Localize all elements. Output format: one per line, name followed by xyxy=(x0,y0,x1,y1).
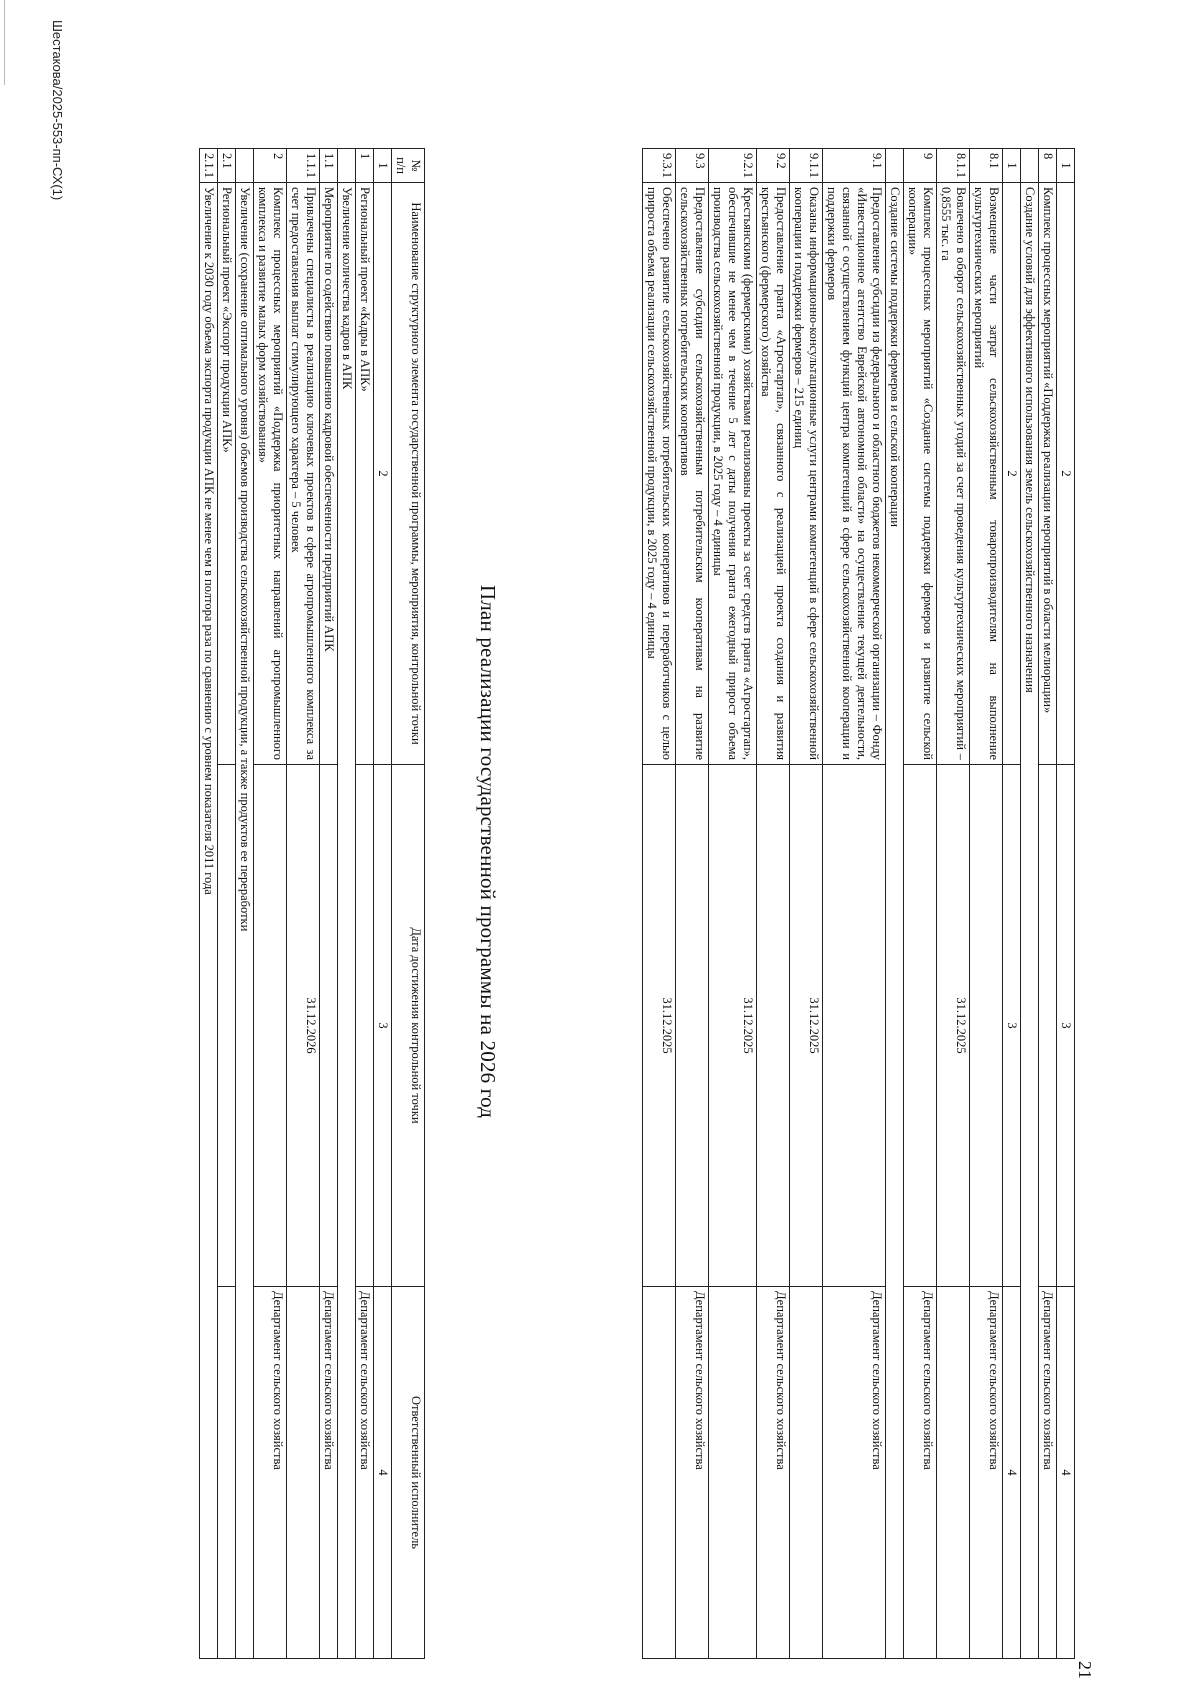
section-row xyxy=(200,149,218,1659)
row-number xyxy=(886,149,904,183)
column-number: 2 xyxy=(374,183,392,765)
table-row xyxy=(676,149,709,1659)
section-text: Увеличение к 2030 году объема экспорта продукции АПК не менее чем в полтора раза по сравнению с уровнем показателя 2011 года xyxy=(200,183,218,1659)
control-date xyxy=(356,765,374,1287)
header-row xyxy=(392,149,425,1659)
section-row xyxy=(1021,149,1039,1659)
column-number-row xyxy=(1057,149,1075,1659)
row-number: 2.1 xyxy=(218,149,236,183)
item-name: Привлечены специалисты в реализацию ключевых проектов в сфере агропромышленного комплекса за счет предоставления выплат стимулирующего характера – 5 человек xyxy=(287,183,320,765)
table-row xyxy=(709,149,757,1659)
table-row xyxy=(757,149,790,1659)
responsible-executor: Департамент сельского хозяйства xyxy=(757,1287,790,1659)
control-date: 31.12.2025 xyxy=(643,765,676,1287)
row-number xyxy=(236,149,254,183)
header-name: Наименование структурного элемента государственной программы, мероприятия, контрольной точки xyxy=(392,183,425,765)
table-body xyxy=(200,149,425,1659)
table-row xyxy=(320,149,338,1659)
item-name: Возмещение части затрат сельскохозяйственным товаропроизводителям на выполнение культуртехнических мероприятий xyxy=(970,183,1003,765)
responsible-executor: Департамент сельского хозяйства xyxy=(970,1287,1003,1659)
row-number: 9.3 xyxy=(676,149,709,183)
responsible-executor: Департамент сельского хозяйства xyxy=(904,1287,937,1659)
table-row xyxy=(790,149,823,1659)
column-number: 4 xyxy=(1057,1287,1075,1659)
table-row xyxy=(937,149,970,1659)
column-number: 3 xyxy=(374,765,392,1287)
row-number xyxy=(338,149,356,183)
control-date xyxy=(970,765,1003,1287)
responsible-executor xyxy=(937,1287,970,1659)
responsible-executor: Департамент сельского хозяйства xyxy=(823,1287,886,1659)
responsible-executor xyxy=(287,1287,320,1659)
row-number: 9.2 xyxy=(757,149,790,183)
section-row xyxy=(886,149,904,1659)
column-number: 4 xyxy=(1003,1287,1021,1659)
row-number: 9.2.1 xyxy=(709,149,757,183)
item-name: Вовлечено в оборот сельскохозяйственных угодий за счет проведения культуртехнических мероприятий – 0,8555 тыс. га xyxy=(937,183,970,765)
document-reference: Шестакова/2025-553-пп-СХ(1) xyxy=(50,20,65,201)
control-date: 31.12.2025 xyxy=(790,765,823,1287)
column-number: 1 xyxy=(1057,149,1075,183)
row-number: 9.1.1 xyxy=(790,149,823,183)
page-number: 21 xyxy=(1075,1661,1095,1679)
item-name: Крестьянскими (фермерскими) хозяйствами реализованы проекты за счет средств гранта «Агростартап», обеспечившие не менее чем в течение 5 лет с даты получения гранта ежегодный прирост объема производства сельскохозяйственной продукции, в 2025 году – 4 единицы xyxy=(709,183,757,765)
table-row xyxy=(356,149,374,1659)
row-number: 9.1 xyxy=(823,149,886,183)
row-number: 2 xyxy=(254,149,287,183)
table-row xyxy=(904,149,937,1659)
item-name: Обеспечено развитие сельскохозяйственных потребительских кооперативов и переработчиков с целью прироста объема реализации сельскохозяйственной продукции, в 2025 году – 4 единицы xyxy=(643,183,676,765)
table-row xyxy=(1039,149,1057,1659)
item-name: Региональный проект «Экспорт продукции АПК» xyxy=(218,183,236,765)
control-date: 31.12.2026 xyxy=(287,765,320,1287)
section-row xyxy=(338,149,356,1659)
control-date xyxy=(1039,765,1057,1287)
responsible-executor xyxy=(218,1287,236,1659)
header-number: № п/п xyxy=(392,149,425,183)
table-body xyxy=(643,149,1075,1659)
section-text: Создание системы поддержки фермеров и сельской кооперации xyxy=(886,183,904,1659)
row-number: 9 xyxy=(904,149,937,183)
row-number: 9.3.1 xyxy=(643,149,676,183)
item-name: Оказаны информационно-консультационные услуги центрами компетенций в сфере сельскохозяйственной кооперации и поддержки фермеров – 215 единиц xyxy=(790,183,823,765)
item-name: Предоставление субсидии из федерального и областного бюджетов некоммерческой организации – Фонду «Инвестиционное агентство Еврейской автономной области» на осуществление текущей деятельности, связанной с осуществлением функций центра компетенций в сфере сельскохозяйственной кооперации и поддержки фермеров xyxy=(823,183,886,765)
section-row xyxy=(236,149,254,1659)
column-number: 3 xyxy=(1003,765,1021,1287)
section-text: Увеличение количества кадров в АПК xyxy=(338,183,356,1659)
table-plan-2026 xyxy=(199,148,425,1659)
item-name: Комплекс процессных мероприятий «Создание системы поддержки фермеров и развитие сельской кооперации» xyxy=(904,183,937,765)
control-date xyxy=(757,765,790,1287)
table-row xyxy=(643,149,676,1659)
row-number: 1.1 xyxy=(320,149,338,183)
responsible-executor: Департамент сельского хозяйства xyxy=(356,1287,374,1659)
column-number: 4 xyxy=(374,1287,392,1659)
control-date xyxy=(823,765,886,1287)
item-name: Комплекс процессных мероприятий «Поддержка приоритетных направлений агропромышленного комплекса и развитие малых форм хозяйствования» xyxy=(254,183,287,765)
control-date: 31.12.2025 xyxy=(709,765,757,1287)
responsible-executor: Департамент сельского хозяйства xyxy=(254,1287,287,1659)
responsible-executor: Департамент сельского хозяйства xyxy=(676,1287,709,1659)
header-date: Дата достижения контрольной точки xyxy=(392,765,425,1287)
row-number: 1.1.1 xyxy=(287,149,320,183)
control-date xyxy=(218,765,236,1287)
section-text: Создание условий для эффективного использования земель сельскохозяйственного назначения xyxy=(1021,183,1039,1659)
column-number: 2 xyxy=(1057,183,1075,765)
item-name: Мероприятие по содействию повышению кадровой обеспеченности предприятий АПК xyxy=(320,183,338,765)
table-row xyxy=(218,149,236,1659)
row-number: 8.1.1 xyxy=(937,149,970,183)
table-row xyxy=(970,149,1003,1659)
scan-edge-line xyxy=(4,0,5,85)
column-number: 1 xyxy=(374,149,392,183)
column-number-row xyxy=(1003,149,1021,1659)
responsible-executor xyxy=(709,1287,757,1659)
responsible-executor xyxy=(790,1287,823,1659)
column-number: 1 xyxy=(1003,149,1021,183)
item-name: Предоставление субсидии сельскохозяйственным потребительским кооперативам на развитие сельскохозяйственных потребительских кооперативов xyxy=(676,183,709,765)
column-number-row xyxy=(374,149,392,1659)
control-date xyxy=(676,765,709,1287)
table-row xyxy=(254,149,287,1659)
responsible-executor: Департамент сельского хозяйства xyxy=(1039,1287,1057,1659)
table-control-points-2025 xyxy=(642,148,1075,1659)
plan-title: План реализации государственной программы на 2026 год xyxy=(476,584,500,1119)
row-number xyxy=(1021,149,1039,183)
control-date: 31.12.2025 xyxy=(937,765,970,1287)
item-name: Предоставление гранта «Агростартап», связанного с реализацией проекта создания и развития крестьянского (фермерского) хозяйства xyxy=(757,183,790,765)
column-number: 2 xyxy=(1003,183,1021,765)
column-number: 3 xyxy=(1057,765,1075,1287)
item-name: Региональный проект «Кадры в АПК» xyxy=(356,183,374,765)
row-number: 1 xyxy=(356,149,374,183)
section-text: Увеличение (сохранение оптимального уровня) объемов производства сельскохозяйственной продукции, а также продуктов ее переработки xyxy=(236,183,254,1659)
responsible-executor xyxy=(643,1287,676,1659)
row-number: 8 xyxy=(1039,149,1057,183)
table-row xyxy=(287,149,320,1659)
control-date xyxy=(254,765,287,1287)
control-date xyxy=(320,765,338,1287)
item-name: Комплекс процессных мероприятий «Поддержка реализации мероприятий в области мелиорации» xyxy=(1039,183,1057,765)
responsible-executor: Департамент сельского хозяйства xyxy=(320,1287,338,1659)
control-date xyxy=(904,765,937,1287)
header-responsible: Ответственный исполнитель xyxy=(392,1287,425,1659)
row-number: 2.1.1 xyxy=(200,149,218,183)
row-number: 8.1 xyxy=(970,149,1003,183)
table-row xyxy=(823,149,886,1659)
